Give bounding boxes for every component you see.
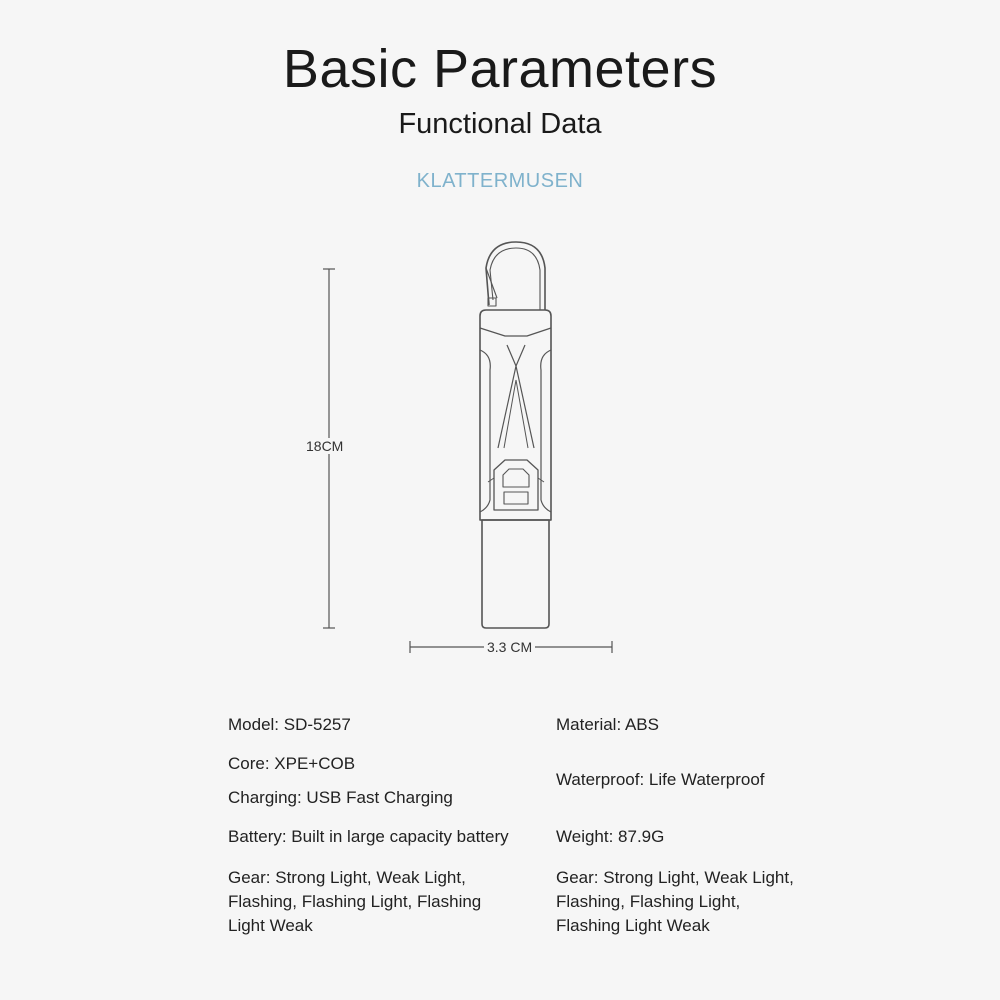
spec-material: Material: ABS [556, 715, 659, 734]
spec-weight: Weight: 87.9G [556, 827, 665, 846]
flashlight-body-icon [480, 310, 551, 520]
carabiner-hook-icon [486, 242, 545, 310]
page-subtitle: Functional Data [398, 108, 602, 140]
power-button-icon [494, 460, 538, 510]
brand-name: KLATTERMUSEN [416, 170, 584, 192]
flashlight-head-icon [482, 520, 549, 628]
spec-core: Core: XPE+COB [228, 754, 356, 773]
spec-gear-left: Gear: Strong Light, Weak Light, Flashing, Flashing Light, Flashing Light Weak [228, 868, 482, 935]
spec-model: Model: SD-5257 [228, 715, 351, 734]
spec-gear-right: Gear: Strong Light, Weak Light, Flashing, Flashing Light, Flashing Light Weak [556, 868, 794, 935]
height-label: 18CM [306, 438, 344, 454]
page-title: Basic Parameters [282, 39, 718, 99]
spec-charging: Charging: USB Fast Charging [228, 788, 453, 807]
spec-waterproof: Waterproof: Life Waterproof [556, 770, 765, 789]
spec-battery: Battery: Built in large capacity battery [228, 827, 509, 846]
width-label: 3.3 CM [484, 639, 535, 655]
